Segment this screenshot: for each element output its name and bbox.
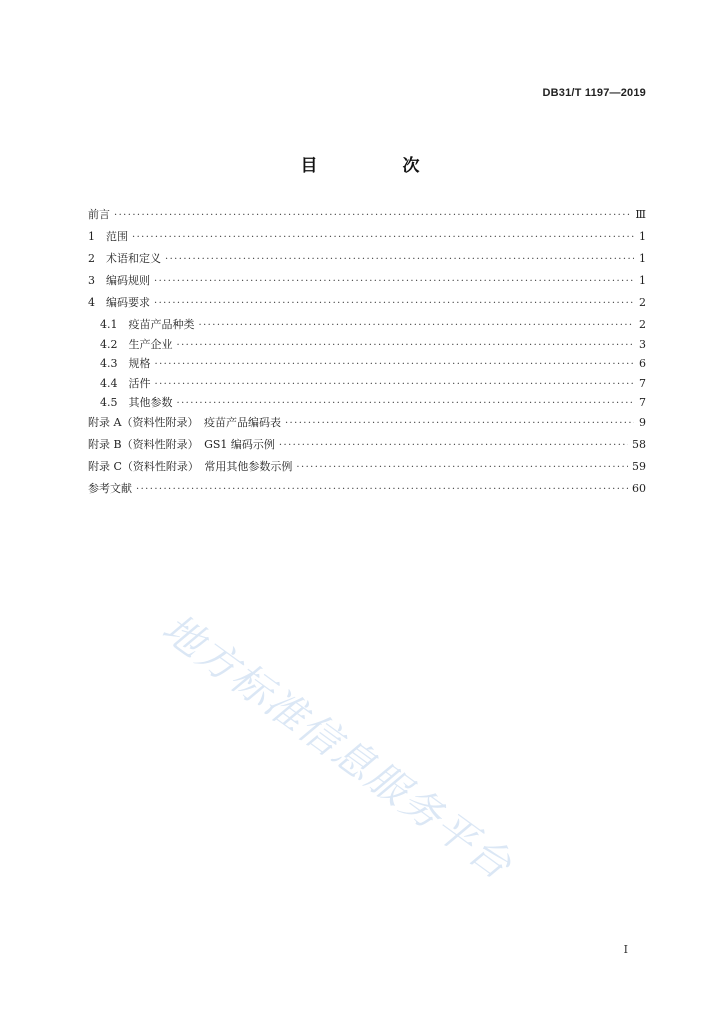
toc-entry-label: 附录 B（资料性附录） GS1 编码示例 bbox=[88, 437, 275, 451]
toc-entry-label: 附录 C（资料性附录） 常用其他参数示例 bbox=[88, 459, 293, 473]
toc-entry-page: 60 bbox=[632, 481, 646, 495]
table-of-contents bbox=[88, 208, 646, 504]
toc-entry-page: 1 bbox=[639, 252, 646, 265]
toc-entry-label: 前言 bbox=[88, 208, 110, 221]
toc-entry-label: 参考文献 bbox=[88, 481, 132, 495]
dot-leader bbox=[177, 397, 635, 411]
toc-entry-coding-rules[interactable] bbox=[88, 274, 646, 296]
toc-entry-label: 4.1 疫苗产品种类 bbox=[100, 318, 195, 331]
toc-entry-page: 7 bbox=[639, 376, 646, 390]
toc-entry-page: 2 bbox=[639, 318, 646, 331]
document-code: DB31/T 1197—2019 bbox=[542, 87, 646, 99]
dot-leader bbox=[279, 439, 628, 453]
toc-entry-label: 附录 A（资料性附录） 疫苗产品编码表 bbox=[88, 415, 281, 429]
toc-entry-label: 4.3 规格 bbox=[100, 357, 151, 370]
toc-entry-references[interactable] bbox=[88, 482, 646, 504]
toc-entry-manufacturer[interactable] bbox=[88, 338, 646, 358]
toc-entry-page: 7 bbox=[639, 396, 646, 409]
toc-entry-page: 59 bbox=[632, 459, 646, 473]
toc-entry-label: 3 编码规则 bbox=[88, 274, 150, 287]
dot-leader bbox=[165, 253, 634, 267]
page-number: I bbox=[623, 943, 628, 956]
toc-entry-appendix-a[interactable] bbox=[88, 416, 646, 438]
dot-leader bbox=[296, 461, 628, 475]
toc-entry-page: 6 bbox=[639, 357, 646, 370]
toc-entry-page: 58 bbox=[632, 437, 646, 451]
toc-entry-label: 4.2 生产企业 bbox=[100, 337, 173, 351]
dot-leader bbox=[177, 339, 635, 353]
toc-entry-label: 4.4 活件 bbox=[100, 376, 151, 390]
toc-entry-terms[interactable] bbox=[88, 252, 646, 274]
toc-entry-foreword[interactable] bbox=[88, 208, 646, 230]
toc-entry-page: 2 bbox=[639, 296, 646, 309]
toc-entry-label: 4 编码要求 bbox=[88, 296, 150, 309]
toc-entry-label: 1 范围 bbox=[88, 230, 128, 243]
dot-leader bbox=[114, 209, 631, 223]
dot-leader bbox=[199, 319, 635, 333]
dot-leader bbox=[132, 231, 634, 245]
toc-entry-label: 2 术语和定义 bbox=[88, 252, 161, 265]
toc-entry-potency[interactable] bbox=[88, 377, 646, 397]
toc-entry-label: 4.5 其他参数 bbox=[100, 396, 173, 409]
toc-entry-appendix-c[interactable] bbox=[88, 460, 646, 482]
toc-entry-page: Ⅲ bbox=[635, 208, 646, 221]
toc-entry-specification[interactable] bbox=[88, 357, 646, 377]
toc-entry-page: 3 bbox=[639, 337, 646, 351]
toc-entry-coding-requirements[interactable] bbox=[88, 296, 646, 318]
toc-entry-page: 1 bbox=[639, 230, 646, 243]
dot-leader bbox=[285, 417, 634, 431]
dot-leader bbox=[136, 483, 628, 497]
toc-entry-page: 1 bbox=[639, 274, 646, 287]
toc-entry-scope[interactable] bbox=[88, 230, 646, 252]
toc-entry-appendix-b[interactable] bbox=[88, 438, 646, 460]
watermark-text: 地方标准信息服务平台 bbox=[153, 605, 521, 890]
toc-entry-vaccine-types[interactable] bbox=[88, 318, 646, 338]
toc-entry-other-parameters[interactable] bbox=[88, 396, 646, 416]
page-title: 目 次 bbox=[300, 156, 454, 176]
dot-leader bbox=[154, 297, 634, 311]
dot-leader bbox=[155, 358, 635, 372]
dot-leader bbox=[155, 378, 635, 392]
toc-entry-page: 9 bbox=[639, 415, 646, 429]
dot-leader bbox=[154, 275, 634, 289]
